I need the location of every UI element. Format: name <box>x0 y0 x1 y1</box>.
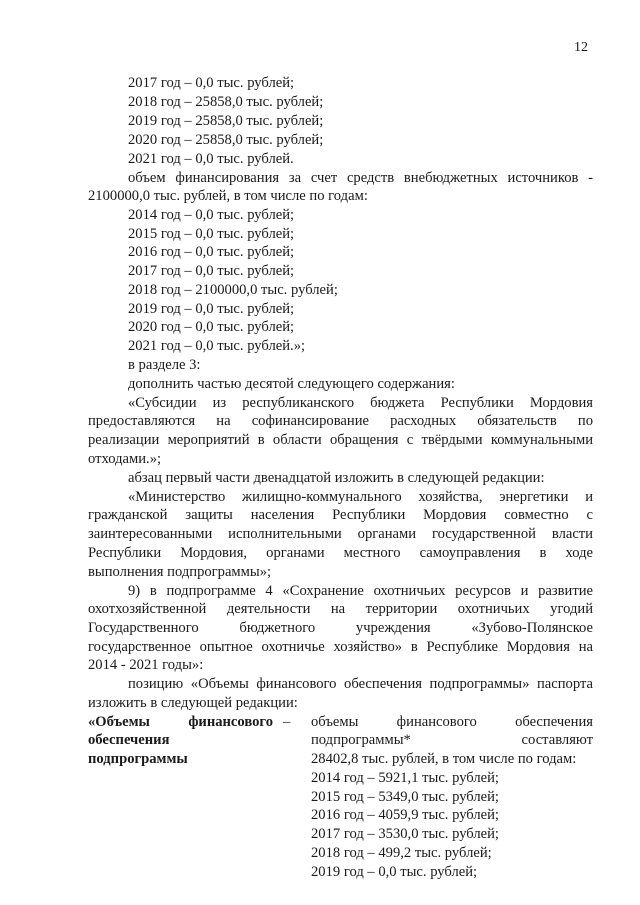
text-line: позицию «Объемы финансового обеспечения подпрограммы» паспорта <box>128 676 593 692</box>
table-value-line: 2015 год – 5349,0 тыс. рублей; <box>311 789 499 805</box>
text-line: 2017 год – 0,0 тыс. рублей; <box>128 75 295 91</box>
table-label-line: «Объемы финансового <box>88 714 273 730</box>
text-line: в разделе 3: <box>128 357 201 373</box>
page-number: 12 <box>574 40 588 55</box>
text-line: гражданской защиты населения Республики Мордовия совместно с <box>88 507 593 523</box>
text-line: отходами.»; <box>88 451 162 467</box>
table-dash: – <box>283 714 291 730</box>
text-line: 2019 год – 0,0 тыс. рублей; <box>128 301 295 317</box>
text-line: 2014 год – 0,0 тыс. рублей; <box>128 207 295 223</box>
text-line: 2020 год – 25858,0 тыс. рублей; <box>128 132 324 148</box>
text-line: Республики Мордовия, органами местного самоуправления в ходе <box>88 545 593 561</box>
text-line: дополнить частью десятой следующего содержания: <box>128 376 455 392</box>
text-line: государственное опытное охотничье хозяйство» в Республике Мордовия на <box>88 639 593 655</box>
table-value-line: 2014 год – 5921,1 тыс. рублей; <box>311 770 499 786</box>
table-value-line: подпрограммы* составляют <box>311 732 593 748</box>
text-line: «Субсидии из республиканского бюджета Республики Мордовия <box>128 395 593 411</box>
text-line: 2021 год – 0,0 тыс. рублей. <box>128 151 294 167</box>
table-value-line: 2017 год – 3530,0 тыс. рублей; <box>311 826 499 842</box>
text-line: 2021 год – 0,0 тыс. рублей.»; <box>128 338 306 354</box>
table-value-line: 2016 год – 4059,9 тыс. рублей; <box>311 807 499 823</box>
text-line: 2015 год – 0,0 тыс. рублей; <box>128 226 295 242</box>
text-line: «Министерство жилищно-коммунального хозяйства, энергетики и <box>128 489 593 505</box>
text-line: предоставляются на софинансирование расходных обязательств по <box>88 413 593 429</box>
table-label-line: обеспечения <box>88 732 170 748</box>
text-line: 9) в подпрограмме 4 «Сохранение охотничьих ресурсов и развитие <box>128 583 593 599</box>
text-line: объем финансирования за счет средств внебюджетных источников - <box>128 170 593 186</box>
text-line: абзац первый части двенадцатой изложить в следующей редакции: <box>128 470 545 486</box>
table-value-line: 2018 год – 499,2 тыс. рублей; <box>311 845 492 861</box>
text-line: 2018 год – 25858,0 тыс. рублей; <box>128 94 324 110</box>
table-label-line: подпрограммы <box>88 751 188 767</box>
text-line: 2019 год – 25858,0 тыс. рублей; <box>128 113 324 129</box>
text-line: 2016 год – 0,0 тыс. рублей; <box>128 244 295 260</box>
table-value-line: объемы финансового обеспечения <box>311 714 593 730</box>
text-line: реализации мероприятий в области обращения с твёрдыми коммунальными <box>88 432 593 448</box>
table-value-line: 28402,8 тыс. рублей, в том числе по годам: <box>311 751 577 767</box>
text-line: 2017 год – 0,0 тыс. рублей; <box>128 263 295 279</box>
text-line: охотхозяйственной деятельности на территории охотничьих угодий <box>88 601 593 617</box>
text-line: выполнения подпрограммы»; <box>88 564 272 580</box>
table-value-line: 2019 год – 0,0 тыс. рублей; <box>311 864 478 880</box>
text-line: изложить в следующей редакции: <box>88 695 298 711</box>
text-line: Государственного бюджетного учреждения «Зубово-Полянское <box>88 620 593 636</box>
text-line: 2020 год – 0,0 тыс. рублей; <box>128 319 295 335</box>
text-line: заинтересованными исполнительными органами государственной власти <box>88 526 593 542</box>
text-line: 2100000,0 тыс. рублей, в том числе по годам: <box>88 188 368 204</box>
text-line: 2014 - 2021 годы»: <box>88 657 204 673</box>
text-line: 2018 год – 2100000,0 тыс. рублей; <box>128 282 338 298</box>
